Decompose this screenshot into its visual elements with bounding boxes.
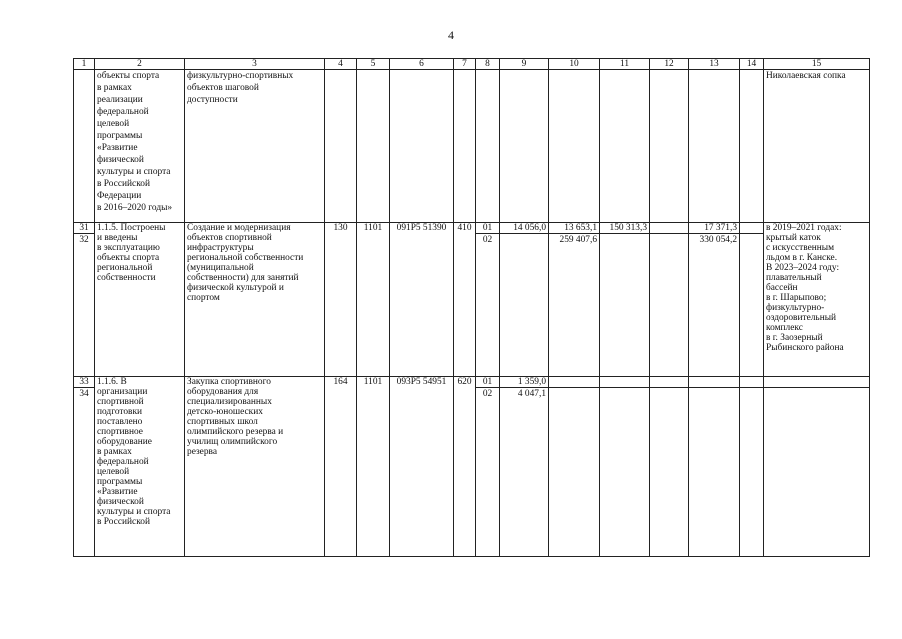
col-header: 10 [549, 59, 600, 70]
table-cell: 01 [476, 223, 500, 234]
table-cell: 4 047,1 [500, 388, 549, 557]
table-cell: 13 653,1 [549, 223, 600, 234]
col-header: 9 [500, 59, 549, 70]
table-row [74, 223, 870, 234]
table-cell [390, 70, 454, 223]
table-cell: Николаевская сопка [764, 70, 870, 223]
table-cell: 14 056,0 [500, 223, 549, 234]
table-cell [689, 70, 740, 223]
col-header: 4 [325, 59, 357, 70]
table-cell [325, 70, 357, 223]
col-header: 5 [357, 59, 390, 70]
col-header: 15 [764, 59, 870, 70]
table-cell [650, 377, 689, 388]
col-header: 13 [689, 59, 740, 70]
table-cell [740, 70, 764, 223]
table-cell: 1.1.5. Построены и введены в эксплуатацию объекты спорта региональной собственности [95, 223, 185, 377]
table-cell [689, 388, 740, 557]
table-cell: 164 [325, 377, 357, 557]
table-cell: 091P5 51390 [390, 223, 454, 377]
table-cell [600, 234, 650, 377]
table-cell: 410 [454, 223, 476, 377]
budget-table [73, 58, 870, 557]
table-row [74, 377, 870, 388]
table-cell [357, 70, 390, 223]
table-cell: Создание и модернизация объектов спортивной инфраструктуры региональной собственности (муниципальной собственности) для занятий физической культурой и спортом [185, 223, 325, 377]
table-cell: 1101 [357, 223, 390, 377]
table-cell: 1 359,0 [500, 377, 549, 388]
col-header: 3 [185, 59, 325, 70]
col-header: 6 [390, 59, 454, 70]
table-cell [500, 234, 549, 377]
table-cell: в 2019–2021 годах: крытый каток с искусственным льдом в г. Канске. В 2023–2024 году: плавательный бассейн в г. Шарыпово; физкультурно- оздоровительный комплекс в г. Заозерный Рыбинского района [764, 223, 870, 377]
col-header: 8 [476, 59, 500, 70]
table-cell [74, 70, 95, 223]
table-cell [689, 377, 740, 388]
table-cell [650, 223, 689, 234]
table-cell: 1101 [357, 377, 390, 557]
table-cell: 259 407,6 [549, 234, 600, 377]
table-cell: 150 313,3 [600, 223, 650, 234]
col-header: 1 [74, 59, 95, 70]
row-number: 32 [74, 234, 95, 377]
table-cell [549, 377, 600, 388]
table-cell: 17 371,3 [689, 223, 740, 234]
col-header: 7 [454, 59, 476, 70]
table-cell [549, 70, 600, 223]
table-cell [764, 388, 870, 557]
table-cell [476, 70, 500, 223]
table-cell [740, 388, 764, 557]
table-cell: Закупка спортивного оборудования для специализированных детско-юношеских спортивных школ олимпийского резерва и училищ олимпийского резерва [185, 377, 325, 557]
table-cell: 330 054,2 [689, 234, 740, 377]
table-cell [500, 70, 549, 223]
col-header: 14 [740, 59, 764, 70]
table-cell: физкультурно-спортивных объектов шаговой доступности [185, 70, 325, 223]
table-cell [650, 70, 689, 223]
table-cell: объекты спорта в рамках реализации федеральной целевой программы «Развитие физической культуры и спорта в Российской Федерации в 2016–2020 годы» [95, 70, 185, 223]
col-header: 2 [95, 59, 185, 70]
table-cell [454, 70, 476, 223]
table-cell: 1.1.6. В организации спортивной подготовки поставлено спортивное оборудование в рамках федеральной целевой программы «Развитие физической культуры и спорта в Российской [95, 377, 185, 557]
table-cell: 02 [476, 388, 500, 557]
table-cell [740, 234, 764, 377]
table-cell [600, 377, 650, 388]
table-cell [600, 388, 650, 557]
col-header: 11 [600, 59, 650, 70]
table-cell [740, 223, 764, 234]
header-row [74, 59, 870, 70]
col-header: 12 [650, 59, 689, 70]
table-cell: 01 [476, 377, 500, 388]
table-cell [650, 234, 689, 377]
table-cell [650, 388, 689, 557]
row-number: 33 [74, 377, 95, 388]
table-cell [600, 70, 650, 223]
row-number: 34 [74, 388, 95, 557]
table-cell: 130 [325, 223, 357, 377]
table-cell [549, 388, 600, 557]
table-row [74, 70, 870, 223]
table-cell [740, 377, 764, 388]
table-cell: 620 [454, 377, 476, 557]
table-cell [764, 377, 870, 388]
page-number: 4 [448, 28, 454, 42]
row-number: 31 [74, 223, 95, 234]
table-cell: 093P5 54951 [390, 377, 454, 557]
table-cell: 02 [476, 234, 500, 377]
